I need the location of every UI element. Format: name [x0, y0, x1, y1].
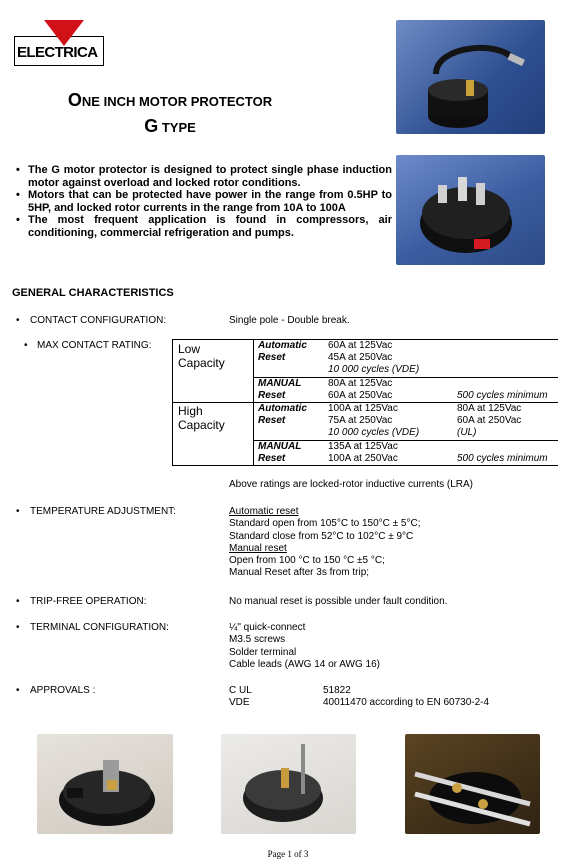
high-capacity-label — [178, 404, 225, 432]
low-manual-note: 500 cycles minimum — [457, 390, 548, 401]
bullet-dot: • — [16, 315, 20, 326]
approval-body: C UL — [229, 685, 252, 696]
title-initial: O — [67, 90, 82, 110]
bottom-photo-1 — [37, 734, 173, 834]
temp-line: Standard open from 105°C to 150°C ± 5°C; — [229, 518, 421, 530]
low-auto-values — [328, 340, 419, 376]
tripfree-value: No manual reset is possible under fault condition. — [229, 596, 448, 607]
product-photo-1 — [396, 20, 545, 134]
product-photo-2 — [396, 155, 545, 265]
high-name2: Capacity — [178, 418, 225, 432]
cycles-note: 10 000 cycles (VDE) — [328, 364, 420, 375]
electrica-logo — [14, 20, 106, 68]
approval-body: VDE — [229, 697, 250, 709]
title2-initial: G — [144, 116, 159, 136]
manual-word: MANUAL — [258, 378, 302, 389]
high-auto-label — [258, 403, 307, 427]
terminal-values — [229, 622, 380, 671]
lra-note: Above ratings are locked-rotor inductive currents (LRA) — [229, 479, 473, 490]
bullet-dot: • — [16, 506, 20, 517]
bullet-dot: • — [24, 340, 28, 351]
rating-table — [172, 339, 558, 466]
rating-value: 60A at 125Vac — [328, 340, 393, 351]
title2-rest: TYPE — [158, 120, 196, 135]
bottom-photo-3 — [405, 734, 540, 834]
manual-word: MANUAL — [258, 441, 302, 452]
section-heading: GENERAL CHARACTERISTICS — [12, 287, 174, 299]
rating-value: 45A at 250Vac — [328, 352, 393, 363]
approvals-label: APPROVALS : — [30, 685, 96, 696]
auto-reset-heading: Automatic reset — [229, 506, 299, 517]
bullet-item: • Motors that can be protected have power in the range from 0.5HP to 5HP, and locked rotor currents in the range from 10A to 100A — [14, 189, 392, 214]
temperature-values — [229, 506, 420, 580]
manual-reset-heading: Manual reset — [229, 542, 287, 554]
reset-word: Reset — [258, 390, 286, 401]
protector-terminals-image — [396, 155, 545, 265]
approvals-col1 — [229, 685, 252, 710]
low-capacity-label — [178, 342, 225, 370]
contact-value: Single pole - Double break. — [229, 315, 350, 326]
tripfree-label: TRIP-FREE OPERATION: — [30, 596, 147, 607]
table-border — [172, 465, 558, 466]
temp-line: Manual Reset after 3s from trip; — [229, 567, 370, 579]
ul-note: (UL) — [457, 427, 477, 438]
high-name: High — [178, 404, 203, 418]
bullet-item: • The most frequent application is found in compressors, air conditioning, commercial refrigeration and pumps. — [14, 214, 392, 239]
protector-pins-image — [221, 734, 356, 834]
logo-red-triangle — [44, 20, 84, 46]
high-manual-note: 500 cycles minimum — [457, 453, 548, 464]
approvals-col2 — [323, 685, 489, 710]
high-manual-label — [258, 441, 301, 465]
bullet-item: • The G motor protector is designed to protect single phase induction motor against overload and locked rotor conditions. — [14, 164, 392, 189]
temperature-label: TEMPERATURE ADJUSTMENT: — [30, 506, 176, 517]
page-title-line2 — [0, 116, 340, 137]
high-ul-values — [457, 403, 521, 439]
rating-value: 100A at 250Vac — [328, 453, 398, 464]
reset-word: Reset — [258, 453, 286, 464]
low-manual-label — [258, 378, 301, 402]
temp-line: Open from 100 °C to 150 °C ±5 °C; — [229, 555, 385, 567]
temp-line: Standard close from 52°C to 102°C ± 9°C — [229, 530, 414, 542]
approval-number: 40011470 according to EN 60730-2-4 — [323, 697, 490, 709]
reset-word: Reset — [258, 352, 286, 363]
terminal-line: ¼" quick-connect — [229, 622, 306, 633]
terminal-line: Cable leads (AWG 14 or AWG 16) — [229, 658, 380, 670]
logo-text: ELECTRICA — [17, 44, 98, 61]
bullet-dot: • — [16, 596, 20, 607]
low-manual-values — [328, 378, 392, 402]
page-title-line1 — [0, 90, 340, 111]
intro-bullets — [14, 164, 392, 240]
bottom-photo-2 — [221, 734, 356, 834]
terminal-line: Solder terminal — [229, 646, 297, 658]
auto-word: Automatic — [258, 340, 307, 351]
rating-value: 80A at 125Vac — [457, 403, 522, 414]
rating-value: 100A at 125Vac — [328, 403, 398, 414]
rating-value: 80A at 125Vac — [328, 378, 393, 389]
terminal-line: M3.5 screws — [229, 634, 286, 646]
low-name2: Capacity — [178, 356, 225, 370]
high-manual-values — [328, 441, 398, 465]
max-rating-label: MAX CONTACT RATING: — [37, 340, 152, 351]
auto-word: Automatic — [258, 403, 307, 414]
rating-value: 60A at 250Vac — [328, 390, 393, 401]
bullet-dot: • — [16, 622, 20, 633]
rating-value: 135A at 125Vac — [328, 441, 398, 452]
bullet-dot: • — [16, 685, 20, 696]
protector-cable-leads-image — [405, 734, 540, 834]
high-auto-values — [328, 403, 419, 439]
protector-with-cable-image — [396, 20, 545, 134]
terminal-label: TERMINAL CONFIGURATION: — [30, 622, 169, 633]
low-auto-label — [258, 340, 307, 364]
contact-label: CONTACT CONFIGURATION: — [30, 315, 167, 326]
protector-quick-connect-image — [37, 734, 173, 834]
approval-number: 51822 — [323, 685, 351, 696]
reset-word: Reset — [258, 415, 286, 426]
rating-value: 60A at 250Vac — [457, 415, 522, 426]
title-rest: NE INCH MOTOR PROTECTOR — [81, 94, 273, 109]
cycles-note: 10 000 cycles (VDE) — [328, 427, 420, 438]
low-name: Low — [178, 342, 201, 356]
page-number: Page 1 of 3 — [267, 849, 309, 859]
rating-value: 75A at 250Vac — [328, 415, 393, 426]
